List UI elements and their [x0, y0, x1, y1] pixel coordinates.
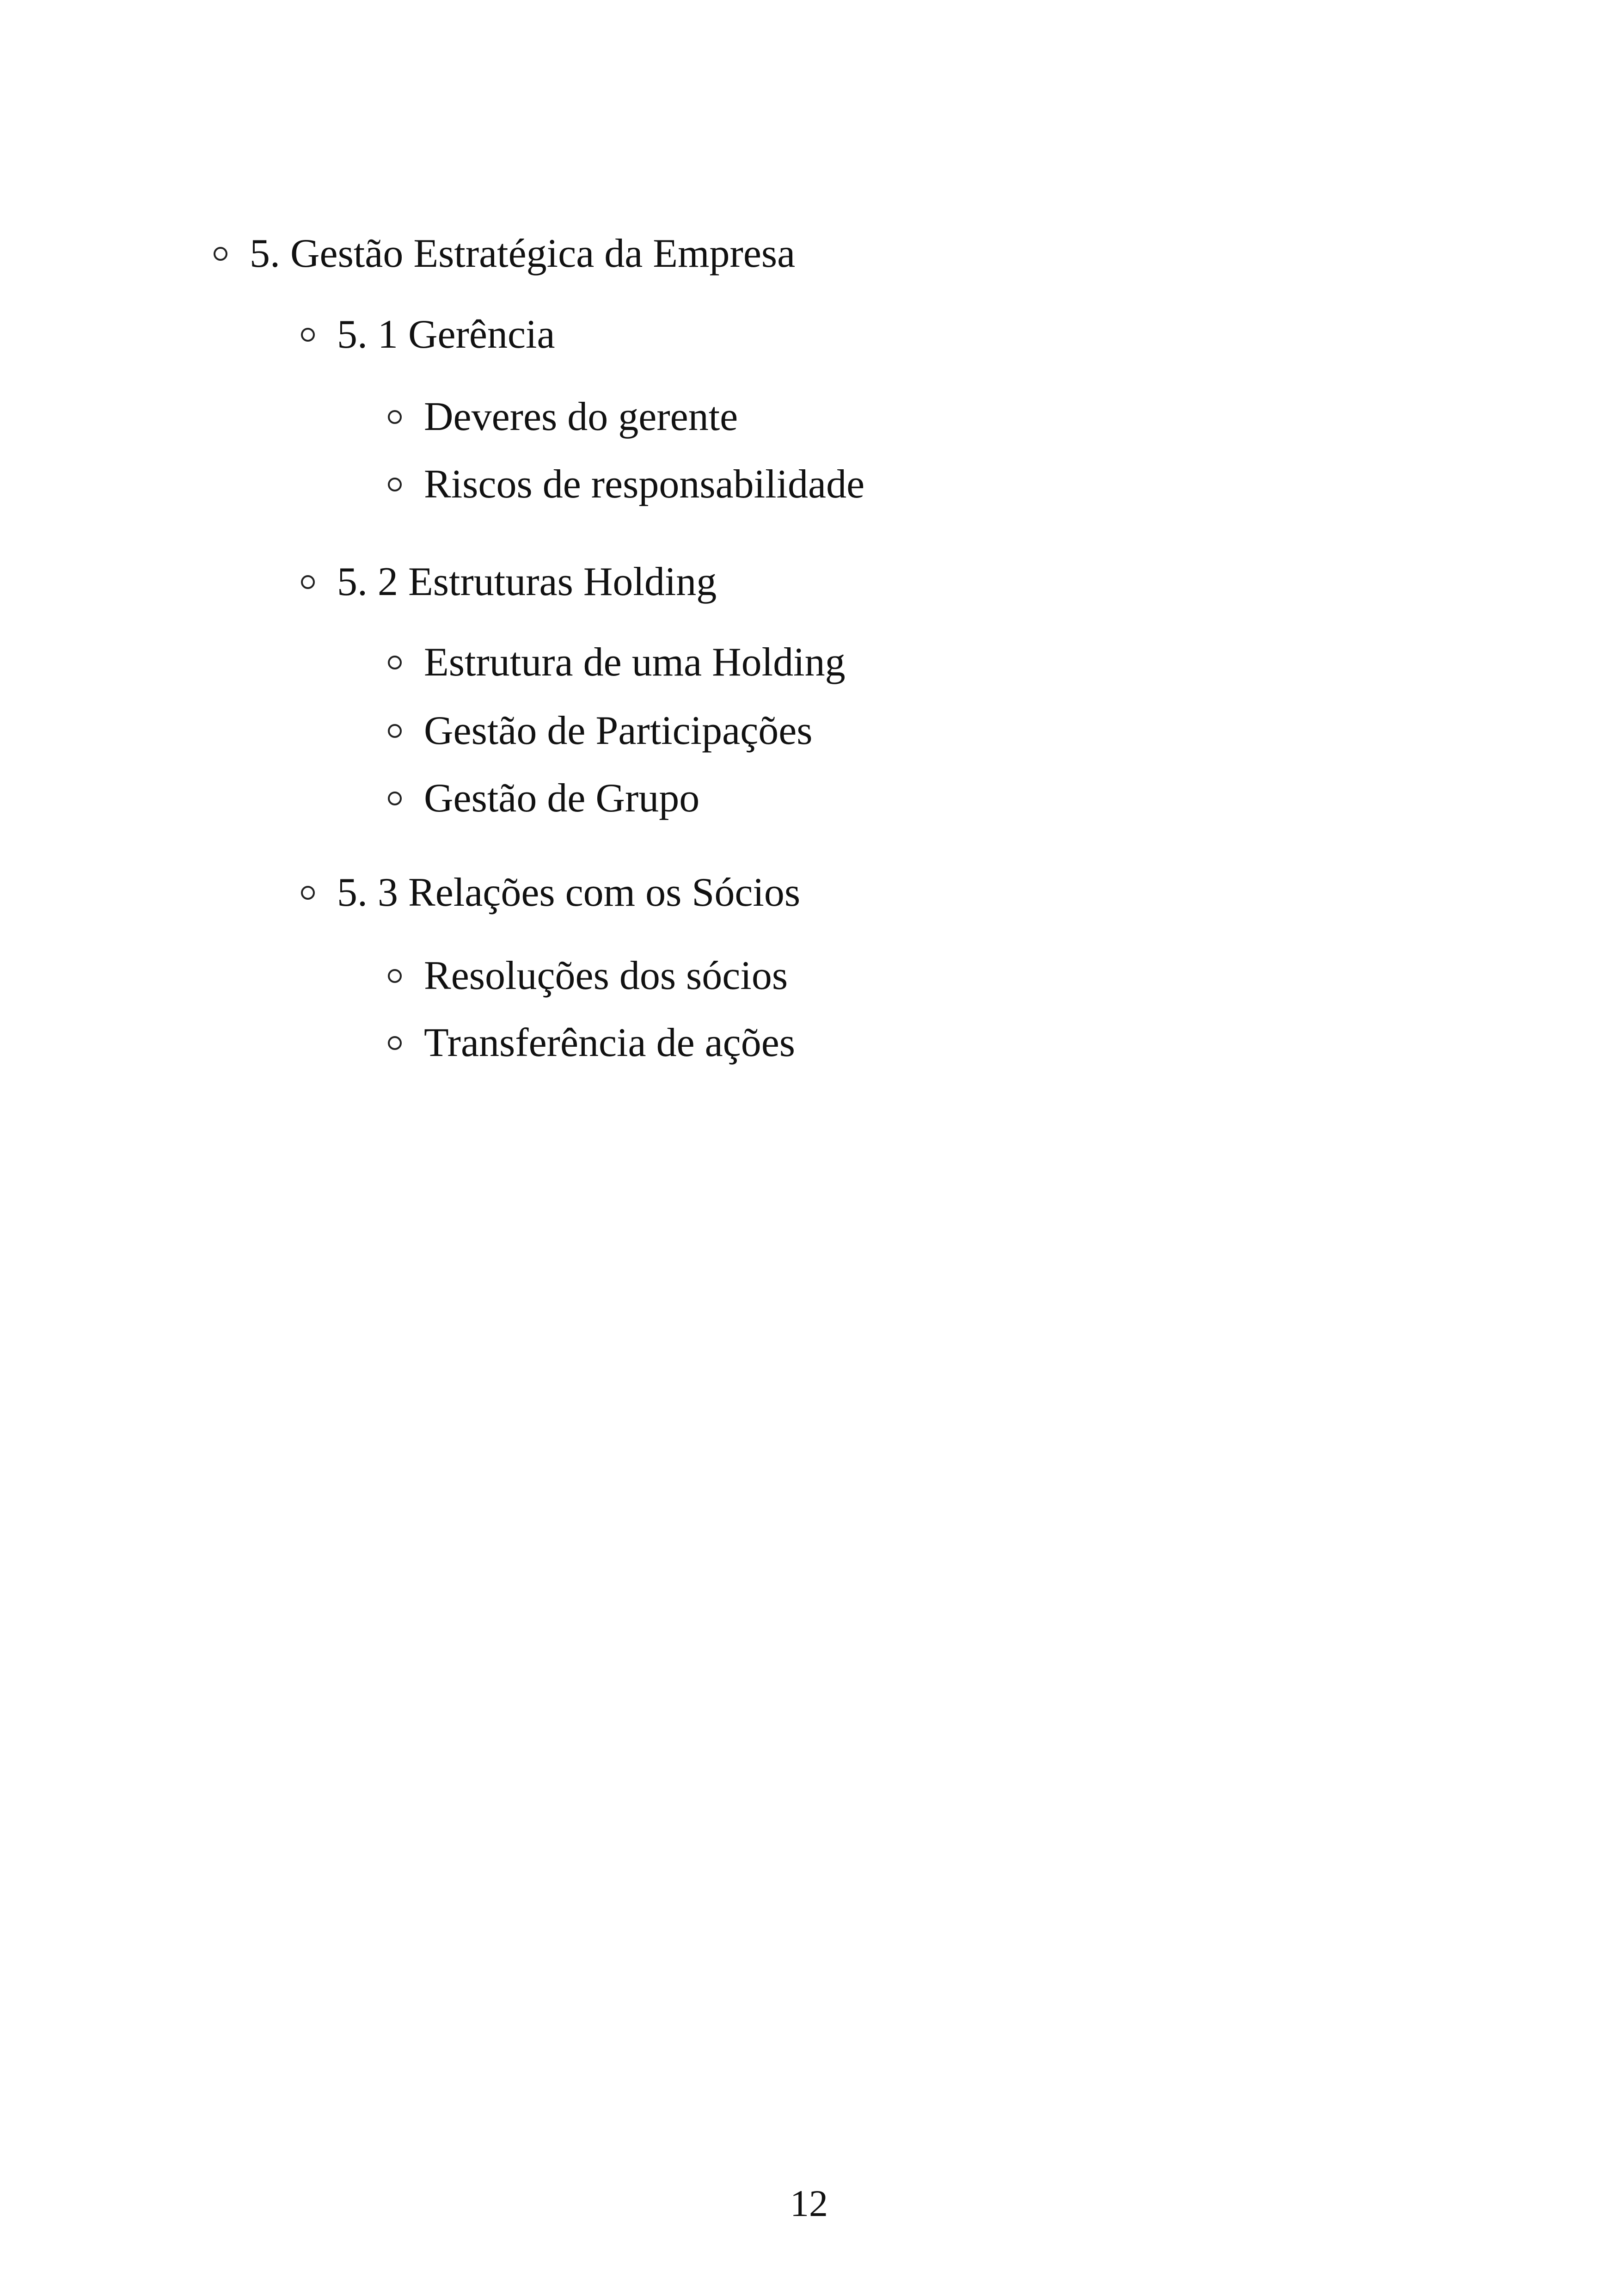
hollow-circle-icon — [388, 1036, 402, 1050]
outline-item — [388, 778, 699, 819]
section-title: 5. Gestão Estratégica da Empresa — [250, 231, 796, 276]
hollow-circle-icon — [388, 656, 402, 669]
hollow-circle-icon — [388, 410, 402, 424]
subsection-title: 5. 3 Relações com os Sócios — [337, 870, 801, 915]
outline-item — [388, 464, 864, 505]
item-text: Estrutura de uma Holding — [424, 640, 846, 685]
outline-section — [214, 233, 795, 274]
hollow-circle-icon — [388, 792, 402, 805]
item-text: Resoluções dos sócios — [424, 953, 788, 998]
outline-subsection — [301, 559, 717, 604]
item-text: Deveres do gerente — [424, 394, 738, 439]
outline-subsection — [301, 872, 800, 913]
hollow-circle-icon — [388, 478, 402, 491]
hollow-circle-icon — [214, 247, 227, 261]
subsection-title: 5. 1 Gerência — [337, 312, 555, 357]
item-text: Gestão de Grupo — [424, 776, 700, 821]
outline-item — [388, 708, 813, 753]
item-text: Transferência de ações — [424, 1020, 796, 1065]
outline-item — [388, 953, 788, 998]
page-number: 12 — [790, 2182, 828, 2224]
hollow-circle-icon — [301, 328, 315, 342]
outline-item — [388, 1020, 796, 1065]
hollow-circle-icon — [388, 969, 402, 983]
outline-subsection — [301, 314, 555, 355]
hollow-circle-icon — [301, 575, 315, 589]
subsection-title: 5. 2 Estruturas Holding — [337, 559, 717, 604]
outline-item — [388, 642, 846, 683]
item-text: Gestão de Participações — [424, 708, 813, 753]
hollow-circle-icon — [301, 886, 315, 900]
item-text: Riscos de responsabilidade — [424, 462, 865, 507]
hollow-circle-icon — [388, 724, 402, 738]
outline-item — [388, 394, 738, 439]
